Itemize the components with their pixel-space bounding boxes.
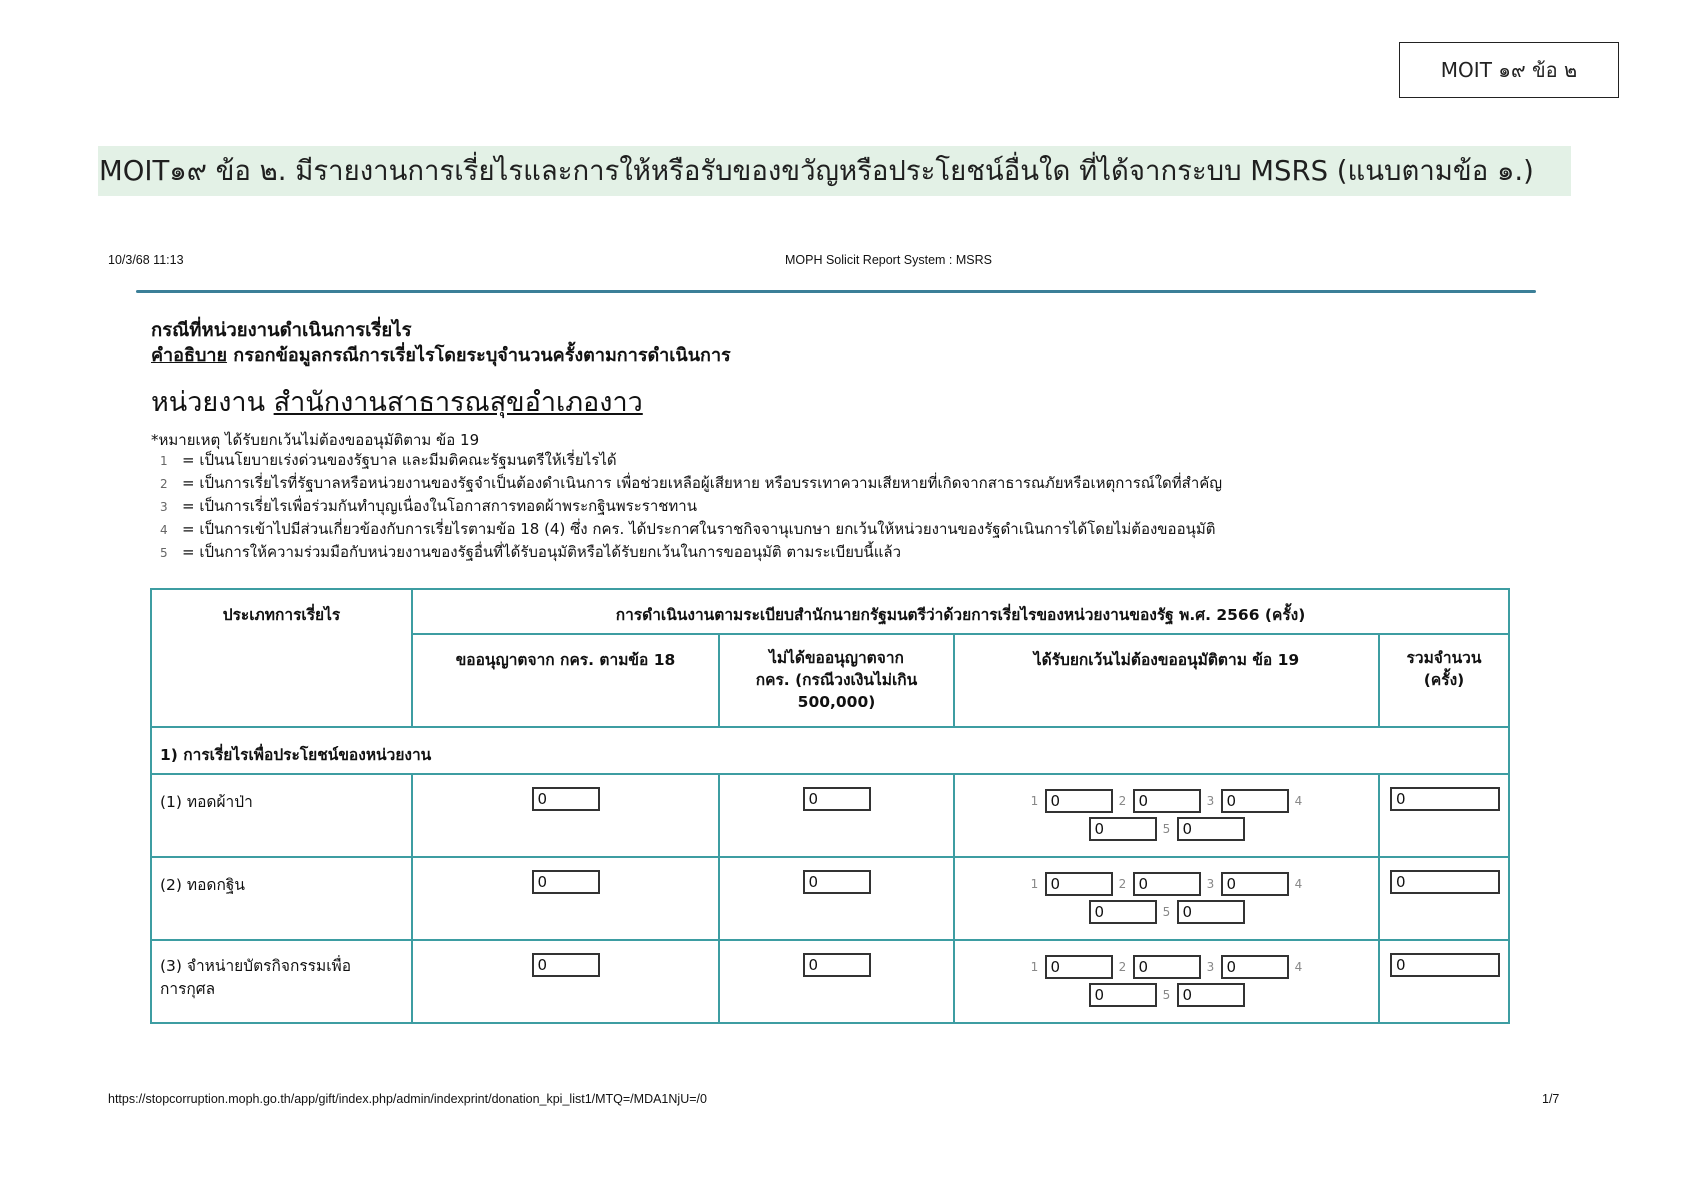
exempt-sub-label: 4 <box>1294 877 1303 891</box>
exempt-1-input[interactable]: 0 <box>1045 872 1113 896</box>
note-text: = เป็นการเข้าไปมีส่วนเกี่ยวข้องกับการเรี่ยไรตามข้อ 18 (4) ซึ่ง กคร. ได้ประกาศในราชกิจจานุเบกษา ยกเว้นให้หน่วยงานของรัฐดำเนินการได้โดยไม่ต้องขออนุมัติ <box>182 520 1216 538</box>
exempt-sub-label: 2 <box>1118 960 1127 974</box>
col-header-no-permit-line: ไม่ได้ขออนุญาตจาก <box>769 649 904 667</box>
note-number: 4 <box>160 523 168 537</box>
exempt-1-input[interactable]: 0 <box>1045 789 1113 813</box>
exempt-sub-label: 1 <box>1030 960 1039 974</box>
table-header-row <box>151 589 1509 634</box>
col-header-total-line: (ครั้ง) <box>1423 671 1465 689</box>
row-label <box>151 857 412 940</box>
exempt-sub-label: 2 <box>1118 877 1127 891</box>
total-cell <box>1379 774 1509 857</box>
exempt-1-input[interactable]: 0 <box>1045 955 1113 979</box>
exempt-cell <box>954 774 1379 857</box>
exempt-sub-label: 4 <box>1294 960 1303 974</box>
row-label <box>151 774 412 857</box>
note-item <box>160 449 1222 472</box>
note-item <box>160 541 1222 564</box>
print-datetime: 10/3/68 11:13 <box>108 253 184 267</box>
col-header-permit-18: ขออนุญาตจาก กคร. ตามข้อ 18 <box>412 634 719 727</box>
unit-line <box>151 380 643 423</box>
permit-count-input[interactable]: 0 <box>532 787 600 811</box>
note-item <box>160 518 1222 541</box>
note-list <box>160 449 1222 564</box>
col-header-group: การดำเนินงานตามระเบียบสำนักนายกรัฐมนตรีว่าด้วยการเรี่ยไรของหน่วยงานของรัฐ พ.ศ. 2566 (ครั้ง) <box>412 589 1509 634</box>
total-count-input[interactable]: 0 <box>1390 953 1500 977</box>
instruction-text: กรอกข้อมูลกรณีการเรี่ยไรโดยระบุจำนวนครั้งตามการดำเนินการ <box>227 345 731 366</box>
col-header-exempt: ได้รับยกเว้นไม่ต้องขออนุมัติตาม ข้อ 19 <box>954 634 1379 727</box>
exempt-sub-label: 1 <box>1030 794 1039 808</box>
note-text: = เป็นการเรี่ยไรที่รัฐบาลหรือหน่วยงานของรัฐจำเป็นต้องดำเนินการ เพื่อช่วยเหลือผู้เสียหาย หรือบรรเทาความเสียหายที่เกิดจากสาธารณภัยหรือเหตุการณ์ใดที่สำคัญ <box>182 474 1223 492</box>
exempt-5-input[interactable]: 0 <box>1177 900 1245 924</box>
total-cell <box>1379 940 1509 1023</box>
exempt-sub-label: 2 <box>1118 794 1127 808</box>
col-header-type: ประเภทการเรี่ยไร <box>151 589 412 727</box>
exempt-5-input[interactable]: 0 <box>1177 983 1245 1007</box>
total-cell <box>1379 857 1509 940</box>
note-item <box>160 472 1222 495</box>
print-footer-url: https://stopcorruption.moph.go.th/app/gift/index.php/admin/indexprint/donation_kpi_list1/MTQ=/MDA1NjU=/0 <box>108 1092 707 1106</box>
section-title: 1) การเรี่ยไรเพื่อประโยชน์ของหน่วยงาน <box>151 727 1509 774</box>
exempt-2-input[interactable]: 0 <box>1133 872 1201 896</box>
exempt-4-input[interactable]: 0 <box>1089 983 1157 1007</box>
exempt-sub-label: 5 <box>1162 822 1171 836</box>
solicitation-table <box>150 588 1510 1024</box>
page-banner-title: MOIT๑๙ ข้อ ๒. มีรายงานการเรี่ยไรและการให้หรือรับของขวัญหรือประโยชน์อื่นใด ที่ได้จากระบบ MSRS (แนบตามข้อ ๑.) <box>98 146 1571 196</box>
unit-label: หน่วยงาน <box>151 387 274 418</box>
row-label-line: การกุศล <box>160 980 216 998</box>
row-label-line: (1) ทอดผ้าป่า <box>160 793 253 811</box>
moit-badge: MOIT ๑๙ ข้อ ๒ <box>1399 42 1619 98</box>
case-title: กรณีที่หน่วยงานดำเนินการเรี่ยไร <box>151 320 412 341</box>
exempt-sub-label: 3 <box>1206 877 1215 891</box>
table-row <box>151 774 1509 857</box>
exempt-3-input[interactable]: 0 <box>1221 955 1289 979</box>
note-number: 3 <box>160 500 168 514</box>
exempt-4-input[interactable]: 0 <box>1089 900 1157 924</box>
row-label-line: (2) ทอดกฐิน <box>160 876 246 894</box>
row-label-line: (3) จำหน่ายบัตรกิจกรรมเพื่อ <box>160 957 352 975</box>
exempt-sub-label: 1 <box>1030 877 1039 891</box>
exempt-4-input[interactable]: 0 <box>1089 817 1157 841</box>
permit-count-input[interactable]: 0 <box>532 870 600 894</box>
instruction <box>151 340 731 369</box>
note-item <box>160 495 1222 518</box>
no-permit-count-input[interactable]: 0 <box>803 787 871 811</box>
exempt-sub-label: 3 <box>1206 794 1215 808</box>
exempt-sub-label: 4 <box>1294 794 1303 808</box>
exempt-3-input[interactable]: 0 <box>1221 872 1289 896</box>
table-row <box>151 857 1509 940</box>
permit-cell <box>412 940 719 1023</box>
exempt-2-input[interactable]: 0 <box>1133 955 1201 979</box>
no-permit-cell <box>719 940 954 1023</box>
exempt-sub-label: 3 <box>1206 960 1215 974</box>
note-title: *หมายเหตุ ได้รับยกเว้นไม่ต้องขออนุมัติตาม ข้อ 19 <box>151 431 480 449</box>
note-number: 2 <box>160 477 168 491</box>
exempt-cell <box>954 940 1379 1023</box>
exempt-sub-label: 5 <box>1162 905 1171 919</box>
unit-name: สำนักงานสาธารณสุขอำเภองาว <box>273 387 643 418</box>
section-row <box>151 727 1509 774</box>
total-count-input[interactable]: 0 <box>1390 870 1500 894</box>
table-row <box>151 940 1509 1023</box>
permit-cell <box>412 857 719 940</box>
col-header-no-permit <box>719 634 954 727</box>
header-divider <box>136 290 1536 293</box>
permit-cell <box>412 774 719 857</box>
exempt-2-input[interactable]: 0 <box>1133 789 1201 813</box>
no-permit-cell <box>719 857 954 940</box>
total-count-input[interactable]: 0 <box>1390 787 1500 811</box>
exempt-sub-label: 5 <box>1162 988 1171 1002</box>
instruction-label: คำอธิบาย <box>151 345 228 366</box>
print-system-name: MOPH Solicit Report System : MSRS <box>785 253 992 267</box>
no-permit-cell <box>719 774 954 857</box>
note-text: = เป็นการให้ความร่วมมือกับหน่วยงานของรัฐอื่นที่ได้รับอนุมัติหรือได้รับยกเว้นในการขออนุมัติ ตามระเบียบนี้แล้ว <box>182 543 902 561</box>
col-header-no-permit-line: กคร. (กรณีวงเงินไม่เกิน <box>755 671 918 689</box>
note-text: = เป็นการเรี่ยไรเพื่อร่วมกันทำบุญเนื่องในโอกาสการทอดผ้าพระกฐินพระราชทาน <box>182 497 697 515</box>
exempt-5-input[interactable]: 0 <box>1177 817 1245 841</box>
note-number: 1 <box>160 454 168 468</box>
permit-count-input[interactable]: 0 <box>532 953 600 977</box>
col-header-total <box>1379 634 1509 727</box>
no-permit-count-input[interactable]: 0 <box>803 953 871 977</box>
row-label <box>151 940 412 1023</box>
note-text: = เป็นนโยบายเร่งด่วนของรัฐบาล และมีมติคณะรัฐมนตรีให้เรี่ยไรได้ <box>182 451 617 469</box>
exempt-cell <box>954 857 1379 940</box>
note-number: 5 <box>160 546 168 560</box>
exempt-3-input[interactable]: 0 <box>1221 789 1289 813</box>
no-permit-count-input[interactable]: 0 <box>803 870 871 894</box>
col-header-no-permit-line: 500,000) <box>797 693 876 711</box>
print-page-number: 1/7 <box>1542 1092 1560 1106</box>
col-header-total-line: รวมจำนวน <box>1406 649 1482 667</box>
